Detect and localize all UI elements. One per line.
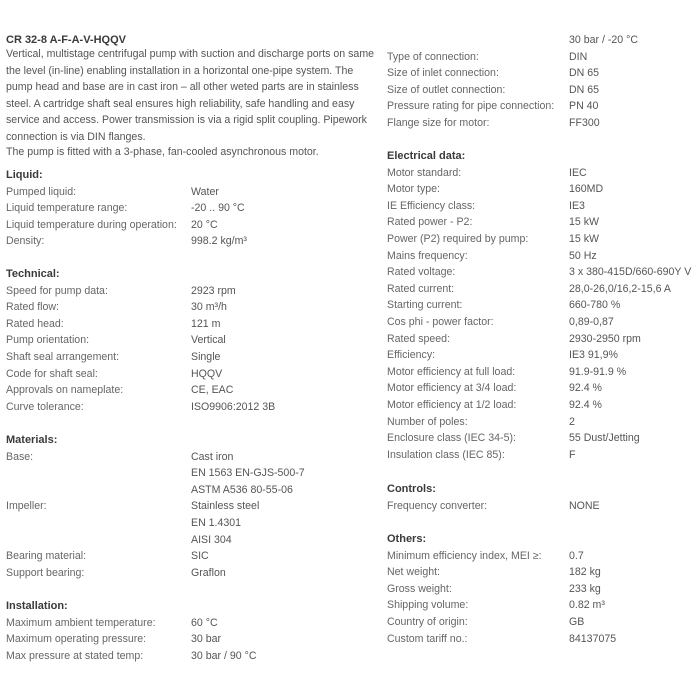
spec-value: NONE (569, 499, 600, 512)
spec-row (387, 380, 697, 397)
spec-label: Size of inlet connection: (387, 67, 499, 80)
spec-label: Enclosure class (IEC 34-5): (387, 432, 516, 445)
spec-row (387, 564, 697, 581)
spec-label: Power (P2) required by pump: (387, 232, 529, 245)
spec-label (6, 465, 191, 482)
spec-row (6, 184, 378, 201)
spec-value: 30 bar / 90 °C (191, 649, 257, 662)
section-heading: Electrical data: (387, 150, 466, 162)
spec-label: Rated flow: (6, 301, 59, 314)
section-materials (6, 432, 378, 581)
spec-label: Motor efficiency at full load: (387, 365, 516, 378)
spec-row (387, 231, 697, 248)
spec-value: DN 65 (569, 83, 600, 96)
spec-row (387, 347, 697, 364)
spec-value: 28,0-26,0/16,2-15,6 A (569, 282, 671, 295)
spec-value: 84137075 (569, 632, 617, 645)
spec-value: 92.4 % (569, 398, 602, 411)
spec-row (387, 314, 697, 331)
spec-label: Pumped liquid: (6, 185, 77, 198)
motor-description: The pump is fitted with a 3-phase, fan-cooled asynchronous motor. (6, 146, 319, 158)
spec-label: Shipping volume: (387, 599, 469, 612)
spec-label: Motor standard: (387, 166, 462, 179)
spec-label: Motor efficiency at 1/2 load: (387, 398, 517, 411)
spec-label: Curve tolerance: (6, 400, 84, 413)
spec-row (6, 366, 378, 383)
spec-value: GB (569, 615, 585, 628)
section-heading: Technical: (6, 268, 60, 280)
spec-row (6, 283, 378, 300)
spec-label: Pressure rating for pipe connection: (387, 100, 555, 113)
spec-label: Frequency converter: (387, 499, 488, 512)
spec-value: Vertical (191, 334, 226, 347)
spec-row (387, 214, 697, 231)
spec-value: IE3 91,9% (569, 349, 618, 362)
product-description: Vertical, multistage centrifugal pump with suction and discharge ports on same the level (in-line) enabling installation in a horizontal one-pipe system. The pump head and base are in cast iron – all other weted parts are in stainless steel. A cartridge shaft seal ensures high reliability, safe handling and easy service and access. Power transmission is via a rigid split coupling. Pipework connection is via DIN flanges. (6, 48, 375, 143)
section-heading: Others: (387, 533, 427, 545)
spec-row (387, 581, 697, 598)
spec-row (387, 297, 697, 314)
spec-value: 2930-2950 rpm (569, 332, 641, 345)
section-heading: Controls: (387, 483, 436, 495)
spec-label: Bearing material: (6, 550, 87, 563)
spec-value: DN 65 (569, 67, 600, 80)
spec-value: HQQV (191, 367, 223, 380)
spec-row (6, 299, 378, 316)
spec-label: Base: (6, 450, 34, 463)
spec-value: 30 bar (191, 633, 222, 646)
section-installation (6, 598, 378, 664)
spec-row (387, 32, 697, 49)
spec-row (6, 217, 378, 234)
spec-row (387, 181, 697, 198)
spec-value: 30 m³/h (191, 301, 227, 314)
section-connection (387, 32, 697, 132)
spec-value: 0.82 m³ (569, 599, 605, 612)
spec-value: FF300 (569, 116, 600, 129)
spec-row (6, 532, 378, 549)
section-liquid (6, 167, 378, 250)
spec-value: 15 kW (569, 216, 600, 229)
spec-label: Efficiency: (387, 349, 436, 362)
spec-value: 50 Hz (569, 249, 597, 262)
spec-value: 160MD (569, 183, 604, 196)
spec-label (6, 482, 191, 499)
product-title: CR 32-8 A-F-A-V-HQQV (6, 34, 126, 46)
spec-row (387, 165, 697, 182)
spec-row (387, 65, 697, 82)
spec-label: Approvals on nameplate: (6, 384, 124, 397)
spec-label: Insulation class (IEC 85): (387, 448, 505, 461)
spec-value: 182 kg (569, 566, 601, 579)
spec-value: 660-780 % (569, 299, 621, 312)
spec-label: Code for shaft seal: (6, 367, 98, 380)
spec-label: Net weight: (387, 566, 440, 579)
spec-label: Gross weight: (387, 582, 452, 595)
section-heading: Liquid: (6, 169, 43, 181)
spec-row (6, 498, 378, 515)
spec-row (387, 414, 697, 431)
spec-row (6, 332, 378, 349)
spec-value: 60 °C (191, 616, 218, 629)
spec-row (387, 49, 697, 66)
spec-value: DIN (569, 50, 588, 63)
spec-label: Starting current: (387, 299, 463, 312)
spec-row (387, 447, 697, 464)
spec-row (6, 631, 378, 648)
spec-value: PN 40 (569, 100, 599, 113)
spec-row (387, 248, 697, 265)
spec-value: 0.7 (569, 549, 584, 562)
spec-value: 92.4 % (569, 382, 602, 395)
spec-label: Shaft seal arrangement: (6, 350, 120, 363)
spec-value: 15 kW (569, 232, 600, 245)
spec-value: IE3 (569, 199, 585, 212)
spec-label: Number of poles: (387, 415, 468, 428)
spec-value: 20 °C (191, 218, 218, 231)
spec-label: Country of origin: (387, 615, 468, 628)
spec-value: 91.9-91.9 % (569, 365, 627, 378)
spec-label: Rated voltage: (387, 266, 456, 279)
spec-label: Speed for pump data: (6, 284, 108, 297)
spec-row (387, 498, 697, 515)
spec-row (387, 115, 697, 132)
section-others (387, 531, 697, 647)
spec-value: AISI 304 (191, 533, 232, 546)
spec-label: Pump orientation: (6, 334, 90, 347)
spec-value: CE, EAC (191, 384, 234, 397)
spec-value: -20 .. 90 °C (191, 202, 245, 215)
spec-label: Mains frequency: (387, 249, 468, 262)
spec-label: Maximum operating pressure: (6, 633, 147, 646)
spec-label: Custom tariff no.: (387, 632, 468, 645)
spec-value: 30 bar / -20 °C (569, 34, 639, 46)
spec-value: Stainless steel (191, 500, 260, 513)
spec-row (387, 82, 697, 99)
spec-row (387, 631, 697, 648)
spec-label (6, 515, 191, 532)
spec-label (387, 32, 569, 49)
spec-row (387, 597, 697, 614)
spec-row (6, 565, 378, 582)
spec-value: SIC (191, 550, 209, 563)
spec-row (6, 482, 378, 499)
spec-row (6, 648, 378, 665)
spec-value: 233 kg (569, 582, 601, 595)
spec-row (387, 548, 697, 565)
spec-label: Liquid temperature during operation: (6, 218, 177, 231)
spec-row (6, 200, 378, 217)
spec-label: Cos phi - power factor: (387, 315, 494, 328)
spec-row (6, 449, 378, 466)
spec-row (6, 615, 378, 632)
spec-row (387, 614, 697, 631)
spec-row (387, 331, 697, 348)
spec-label: Rated power - P2: (387, 216, 473, 229)
spec-label: Motor efficiency at 3/4 load: (387, 382, 517, 395)
spec-row (387, 198, 697, 215)
spec-row (6, 465, 378, 482)
section-electrical (387, 148, 697, 463)
spec-label: Motor type: (387, 183, 440, 196)
spec-value: 3 x 380-415D/660-690Y V (569, 266, 692, 279)
spec-row (387, 430, 697, 447)
spec-value: Water (191, 185, 219, 198)
spec-row (387, 264, 697, 281)
section-heading: Installation: (6, 600, 68, 612)
spec-value: 0,89-0,87 (569, 315, 614, 328)
spec-row (387, 281, 697, 298)
spec-value: Single (191, 350, 221, 363)
spec-label: Impeller: (6, 500, 47, 513)
spec-row (387, 98, 697, 115)
spec-row (6, 515, 378, 532)
section-controls (387, 481, 697, 514)
spec-value: Graflon (191, 566, 226, 579)
spec-row (6, 399, 378, 416)
spec-label: Maximum ambient temperature: (6, 616, 156, 629)
spec-label: Rated speed: (387, 332, 451, 345)
spec-value: 998.2 kg/m³ (191, 235, 247, 248)
spec-row (6, 548, 378, 565)
spec-label: Flange size for motor: (387, 116, 490, 129)
section-heading: Materials: (6, 434, 58, 446)
spec-label: Minimum efficiency index, MEI ≥: (387, 549, 542, 562)
spec-value: ISO9906:2012 3B (191, 400, 276, 413)
spec-row (387, 397, 697, 414)
spec-value: Cast iron (191, 450, 234, 463)
spec-value: 2923 rpm (191, 284, 236, 297)
spec-value: IEC (569, 166, 587, 179)
spec-label (6, 532, 191, 549)
spec-row (6, 349, 378, 366)
spec-label: Support bearing: (6, 566, 85, 579)
spec-label: Max pressure at stated temp: (6, 649, 144, 662)
spec-label: Liquid temperature range: (6, 202, 128, 215)
spec-value: 2 (569, 415, 575, 428)
spec-row (6, 382, 378, 399)
spec-value: EN 1.4301 (191, 516, 242, 529)
spec-row (387, 364, 697, 381)
spec-label: Rated current: (387, 282, 455, 295)
spec-label: Size of outlet connection: (387, 83, 506, 96)
spec-label: Density: (6, 235, 45, 248)
spec-value: 55 Dust/Jetting (569, 432, 640, 445)
spec-value: ASTM A536 80-55-06 (191, 483, 293, 496)
spec-row (6, 316, 378, 333)
spec-label: Rated head: (6, 317, 64, 330)
spec-value: F (569, 448, 576, 461)
spec-value: 121 m (191, 317, 221, 330)
spec-value: EN 1563 EN-GJS-500-7 (191, 467, 305, 480)
spec-row (6, 233, 378, 250)
spec-label: IE Efficiency class: (387, 199, 476, 212)
spec-label: Type of connection: (387, 50, 479, 63)
section-technical (6, 266, 378, 415)
